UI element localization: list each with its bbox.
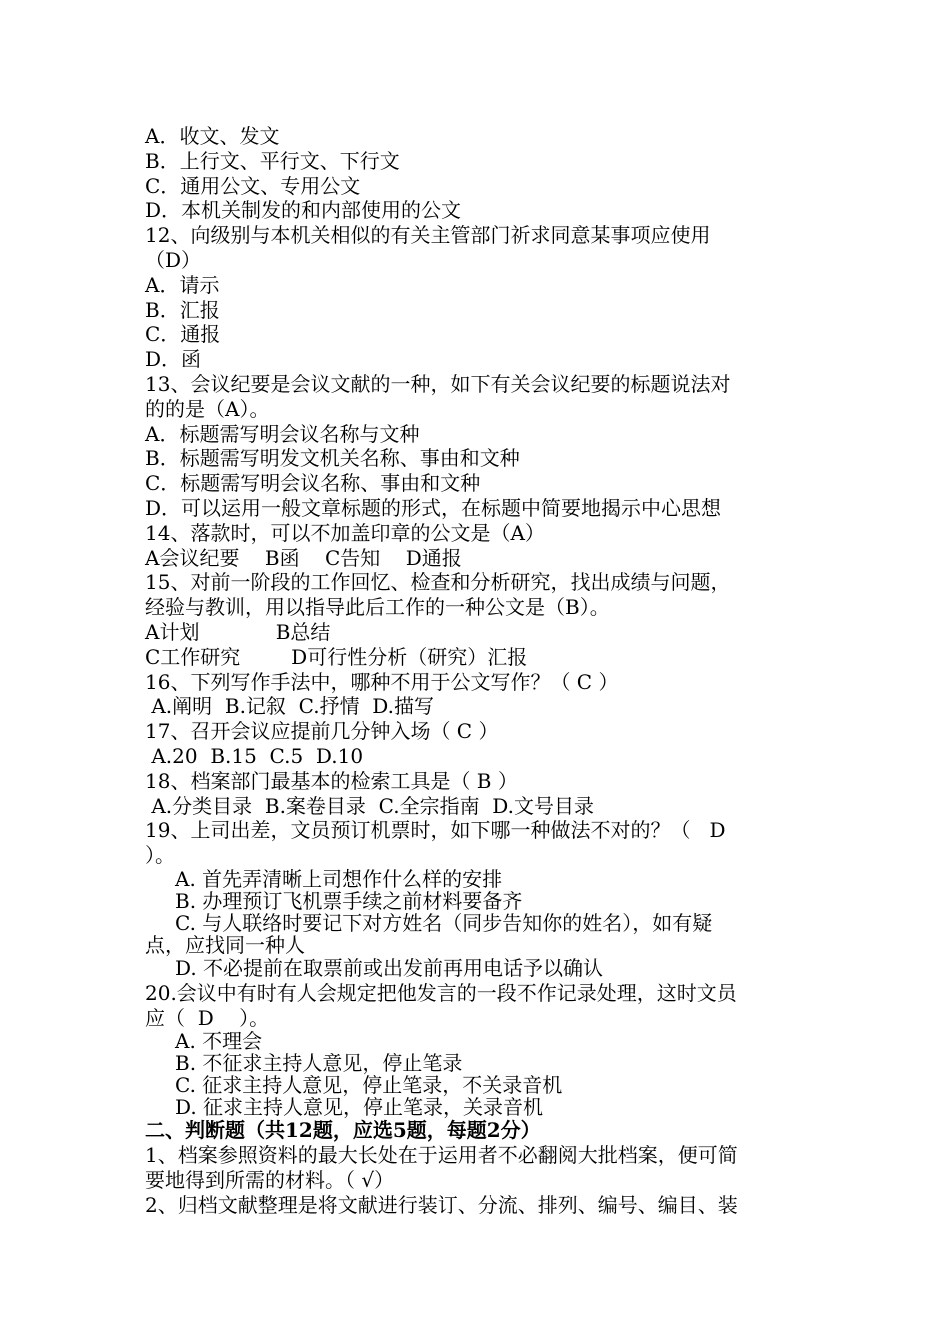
text-line: C工作研究 D可行性分析（研究）汇报 xyxy=(145,644,528,669)
text-line: C．标题需写明会议名称、事由和文种 xyxy=(145,471,481,496)
text-line: 16、下列写作手法中，哪种不用于公文写作？（ C ） xyxy=(145,669,619,694)
text-line: C. 征求主持人意见，停止笔录，不关录音机 xyxy=(175,1073,563,1098)
text-line: B．上行文、平行文、下行文 xyxy=(145,148,400,173)
text-line: A．收文、发文 xyxy=(145,124,280,148)
text-line: 点，应找同一种人 xyxy=(145,932,305,957)
text-line: （D） xyxy=(145,247,202,272)
text-line: 13、会议纪要是会议文献的一种，如下有关会议纪要的标题说法对 xyxy=(145,371,731,396)
text-line: A.20 B.15 C.5 D.10 xyxy=(145,743,364,768)
text-line: 2、归档文献整理是将文献进行装订、分流、排列、编号、编目、装 xyxy=(145,1192,738,1217)
text-line: A. 不理会 xyxy=(175,1029,263,1054)
text-line: A计划 B总结 xyxy=(145,619,331,644)
text-line: 14、落款时，可以不加盖印章的公文是（A） xyxy=(145,520,545,545)
text-line: D. 不必提前在取票前或出发前再用电话予以确认 xyxy=(175,955,604,980)
text-line: D．函 xyxy=(145,347,202,372)
text-line: 经验与教训，用以指导此后工作的一种公文是（B）。 xyxy=(145,595,610,620)
text-line: B．汇报 xyxy=(145,297,220,322)
text-line: C．通用公文、专用公文 xyxy=(145,173,361,198)
text-line: B. 办理预订飞机票手续之前材料要备齐 xyxy=(175,888,523,913)
text-line: A. 首先弄清晰上司想作什么样的安排 xyxy=(175,866,503,891)
text-line: 1、档案参照资料的最大长处在于运用者不必翻阅大批档案，便可简 xyxy=(145,1143,738,1168)
text-line: 19、上司出差，文员预订机票时，如下哪一种做法不对的？（ D xyxy=(145,818,726,843)
text-line: 要地得到所需的材料。（ √） xyxy=(145,1167,395,1192)
text-line: ）。 xyxy=(145,843,175,868)
text-line: A.分类目录 B.案卷目录 C.全宗指南 D.文号目录 xyxy=(145,793,594,818)
text-line: D．本机关制发的和内部使用的公文 xyxy=(145,198,462,223)
text-line: 18、档案部门最基本的检索工具是（ B ） xyxy=(145,768,518,793)
text-line: C. 与人联络时要记下对方姓名（同步告知你的姓名），如有疑 xyxy=(175,910,713,935)
text-line: B. 不征求主持人意见，停止笔录 xyxy=(175,1051,463,1076)
text-line: D．可以运用一般文章标题的形式，在标题中简要地揭示中心思想 xyxy=(145,495,722,520)
text-line: 20.会议中有时有人会规定把他发言的一段不作记录处理，这时文员 xyxy=(145,980,737,1005)
section-heading: 二、判断题（共12题，应选5题，每题2分） xyxy=(145,1118,541,1143)
text-line: A.阐明 B.记叙 C.抒情 D.描写 xyxy=(145,694,434,719)
text-line: D. 征求主持人意见，停止笔录，关录音机 xyxy=(175,1095,544,1120)
text-line: C．通报 xyxy=(145,322,221,347)
text-line: 12、向级别与本机关相似的有关主管部门祈求同意某事项应使用 xyxy=(145,223,711,248)
text-line: A会议纪要 B函 C告知 D通报 xyxy=(145,545,462,570)
text-line: A．标题需写明会议名称与文种 xyxy=(145,421,420,446)
text-line: A．请示 xyxy=(145,272,220,297)
text-line: 应（ D ）。 xyxy=(145,1005,270,1030)
text-line: 17、召开会议应提前几分钟入场（ C ） xyxy=(145,719,499,744)
text-line: B．标题需写明发文机关名称、事由和文种 xyxy=(145,446,520,471)
text-line: 的的是（A）。 xyxy=(145,396,270,421)
document-page xyxy=(145,124,810,1217)
text-line: 15、对前一阶段的工作回忆、检查和分析研究，找出成绩与问题， xyxy=(145,570,731,595)
